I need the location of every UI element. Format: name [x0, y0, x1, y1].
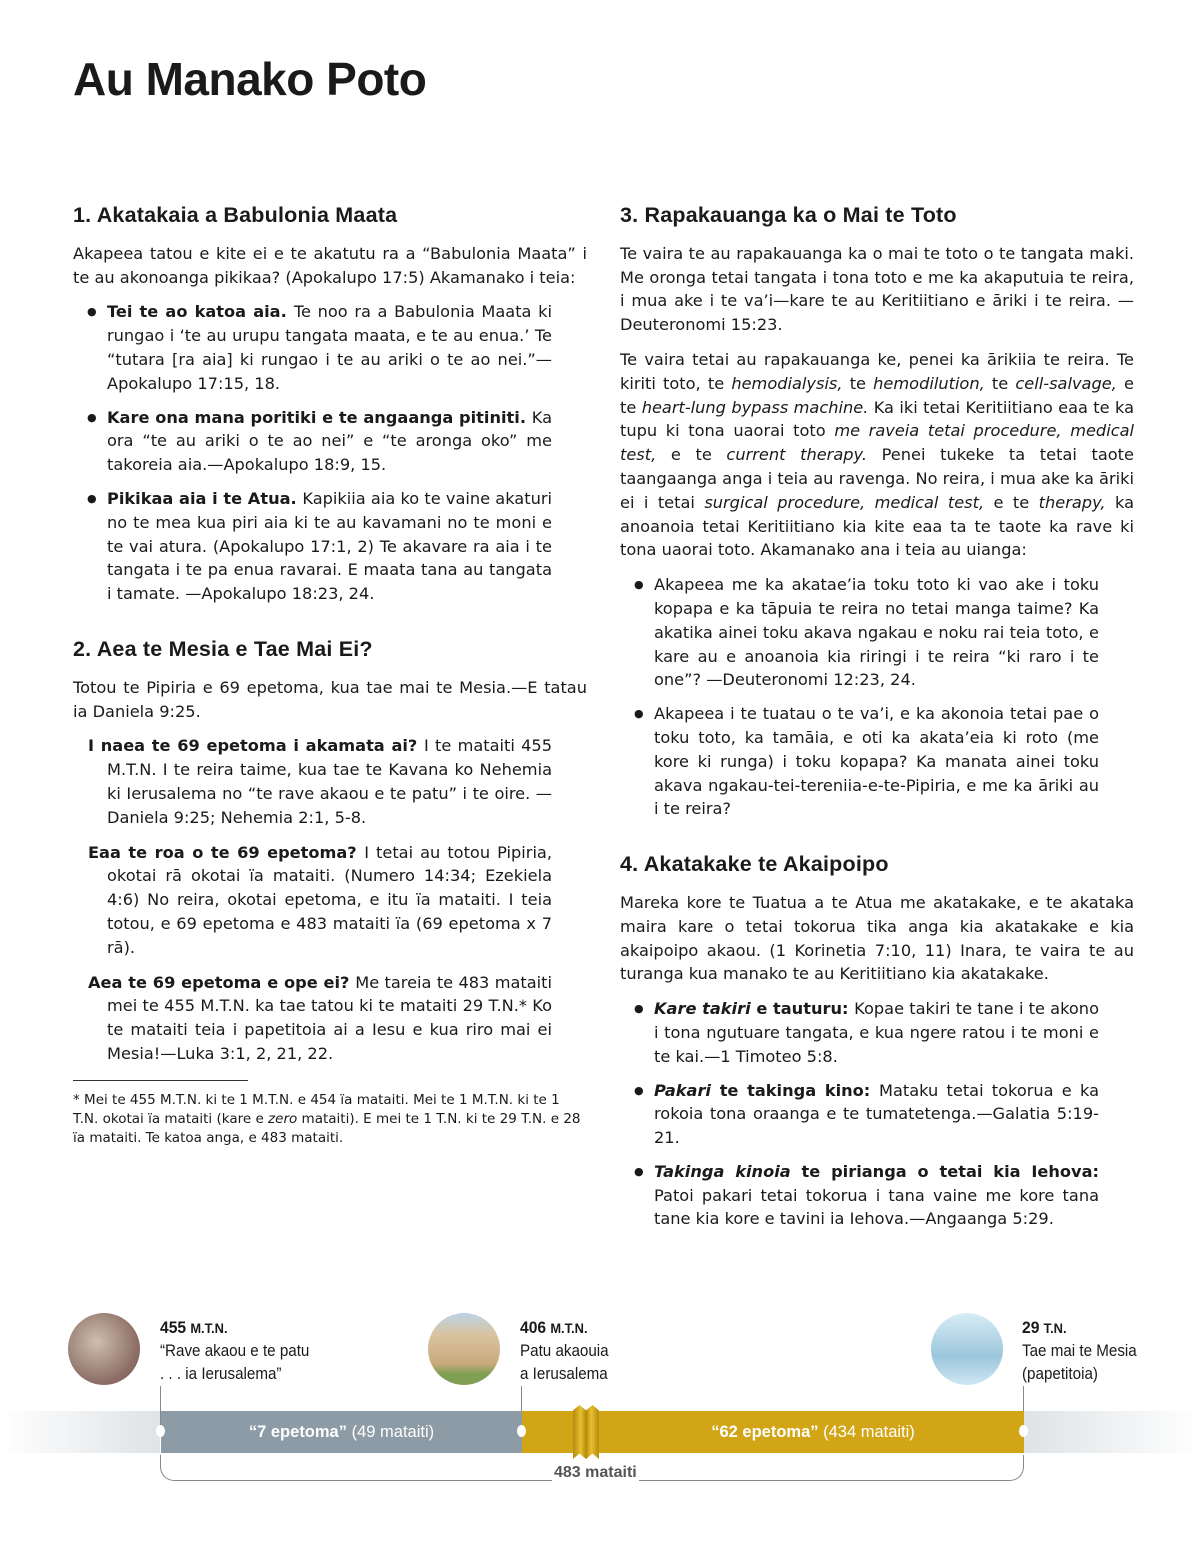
- event-era: M.T.N.: [190, 1320, 228, 1336]
- section-1-heading: 1. Akatakaia a Babulonia Maata: [73, 203, 398, 227]
- period-62-weeks: [522, 1411, 1024, 1453]
- text-segment: heart-lung bypass machine.: [641, 397, 869, 417]
- section-3-paragraph: [620, 348, 1134, 562]
- period-7-weeks: [161, 1411, 522, 1453]
- text-segment: therapy,: [1038, 492, 1106, 512]
- section-1-intro: [73, 242, 587, 290]
- period-years: (49 mataiti): [351, 1423, 435, 1441]
- text-segment: Kapikiia aia ko te vaine akaturi no te mea kua piri aia ki te au kavamani no te moni e te vai atura. (Apokalupo 17:1, 2) Te akavare ra aia i te tangata i te pa enua ravarai. E maata tana au tangata i tamate. —Apokalupo 18:23, 24.: [107, 488, 552, 604]
- timeline-marker: [517, 1425, 526, 1437]
- list-item: [87, 300, 552, 395]
- text-segment: Tei te ao katoa aia.: [107, 302, 294, 322]
- event-text: Patu akaouia: [520, 1342, 609, 1360]
- text-segment: Pikikaa aia i te Atua.: [107, 488, 303, 508]
- text-segment: Te vaira te au rapakauanga ka o mai te toto o te tangata maki. Me oronga tetai tangata i tona toto e me ka akaputuia te reira, i mua ake i te va’i—kare te au Keritiitiano e āriki i te reira. —Deuteronomi 15:23.: [620, 243, 1134, 335]
- ruined-city-illustration: [68, 1313, 140, 1385]
- event-text: Tae mai te Mesia: [1022, 1342, 1137, 1360]
- event-text: a Ierusalema: [520, 1365, 608, 1383]
- total-years-label: 483 mataiti: [554, 1464, 637, 1481]
- timeline-event: [1022, 1316, 1137, 1386]
- text-segment: ka anoanoia tetai Keritiitiano kia kite eaa ta te taote ka rave ki tona uaorai toto. Akamanako ana i teia au uianga:: [620, 492, 1135, 560]
- event-date: 455: [160, 1318, 187, 1337]
- section-1-bullets: [87, 300, 587, 606]
- period-label: “7 epetoma”: [248, 1423, 347, 1441]
- section-3-paragraph: [620, 242, 1134, 337]
- event-text: “Rave akaou e te patu: [160, 1342, 310, 1360]
- qa-item: [88, 734, 552, 829]
- event-era: T.N.: [1043, 1320, 1067, 1336]
- page-title: Au Manako Poto: [73, 53, 427, 105]
- text-segment: Kare takiri: [654, 999, 751, 1019]
- list-item: [634, 997, 1099, 1068]
- section-4-bullets: [634, 997, 1134, 1231]
- text-segment: Kopae takiri te tane i te akono i tona ngutuare tangata, e kua ngere ratou i te moni e te kai.—1 Timoteo 5:8.: [654, 999, 1099, 1066]
- text-segment: zero: [268, 1110, 298, 1127]
- text-segment: Totou te Pipiria e 69 epetoma, kua tae mai te Mesia.—E tatau ia Daniela 9:25.: [73, 677, 587, 721]
- time-break-icon: [573, 1405, 599, 1459]
- event-date: 406: [520, 1318, 547, 1337]
- list-item: [634, 1160, 1099, 1231]
- text-segment: e te: [656, 445, 727, 465]
- text-segment: e tauturu:: [750, 999, 855, 1019]
- timeline: [0, 1300, 1200, 1500]
- text-segment: Akapeea tatou e kite ei e te akatutu ra a “Babulonia Maata” i te au akonoanga pikikaa? (Apokalupo 17:5) Akamanako i teia:: [73, 243, 587, 287]
- list-item: [634, 1079, 1099, 1150]
- list-item: [634, 573, 1099, 692]
- section-3-heading: 3. Rapakauanga ka o Mai te Toto: [620, 203, 957, 227]
- event-text: . . . ia Ierusalema”: [160, 1365, 282, 1383]
- section-2-heading: 2. Aea te Mesia e Tae Mai Ei?: [73, 636, 373, 661]
- baptism-illustration: [931, 1313, 1003, 1385]
- timeline-marker: [156, 1425, 165, 1437]
- timeline-marker: [1019, 1425, 1028, 1437]
- section-4-paragraph: [620, 891, 1134, 986]
- text-segment: te takinga kino:: [710, 1080, 879, 1100]
- footnote-divider: [73, 1080, 248, 1081]
- text-segment: Takinga kinoia: [654, 1161, 791, 1181]
- text-segment: te: [984, 373, 1016, 393]
- timeline-event: [160, 1316, 309, 1386]
- event-text: (papetitoia): [1022, 1365, 1098, 1383]
- text-segment: Kare ona mana poritiki e te angaanga pitiniti.: [107, 407, 532, 427]
- right-column: [620, 204, 1134, 1241]
- text-segment: I te mataiti 455 M.T.N. I te reira taime, kua tae te Kavana ko Nehemia ki Ierusalema no “te rave akaou e te patu” i te oire. —Daniela 9:25; Nehemia 2:1, 5-8.: [107, 736, 552, 827]
- text-segment: Mareka kore te Tuatua a te Atua me akatakake, e te akataka maira kare o tetai tokorua tika anga kia akatakake e kia akaipoipo akaou. (1 Korinetia 7:10, 11) Inara, te vaira te au turanga kua manako te au Keritiitiano kia akatakake.: [620, 892, 1134, 984]
- event-date: 29: [1022, 1318, 1040, 1337]
- list-item: [634, 702, 1099, 821]
- text-segment: Akapeea me ka akatae’ia toku toto ki vao ake i toku kopapa e ka tāpuia te reira no tetai manga taime? Ka akatika ainei toku akava ngakau e noku rai teia toto, e kare au e anoanoia kia riringi i te reira “ki raro i te one”? —Deuteronomi 12:23, 24.: [654, 575, 1099, 690]
- text-segment: hemodilution,: [873, 373, 985, 393]
- text-segment: hemodialysis,: [731, 373, 843, 393]
- text-segment: Akapeea i te tuatau o te va’i, e ka akonoia tetai pae o toku toto, ka tamāia, e oti ka akata’eia ki roto (me kore ki runga) i toku kopapa? Ka manata ainei toku akava ngakau-tei-tereniia-e-te-Pipiria, e me ka āriki au i te reira?: [654, 704, 1099, 819]
- text-segment: surgical procedure, medical test,: [704, 492, 985, 512]
- text-segment: current therapy.: [726, 445, 867, 465]
- text-segment: Te noo ra a Babulonia Maata ki rungao i ‘te au urupu tangata maata, e te au enua.’ Te “tutara [ra aia] ki rungao i te au ariki o te ao nei.”—Apokalupo 17:15, 18.: [107, 302, 552, 393]
- timeline-fade-right: [1024, 1411, 1200, 1453]
- text-segment: Penei tukeke ta tetai taote taangaanga anga i teia au ravenga. No reira, i mua ake ka āriki ei i tetai: [620, 445, 1134, 512]
- event-era: M.T.N.: [550, 1320, 588, 1336]
- text-segment: cell-salvage,: [1015, 373, 1117, 393]
- rebuilt-wall-illustration: [428, 1313, 500, 1385]
- text-segment: mataiti). E mei te 1 T.N. ki te 29 T.N. e 28 ïa mataiti. Te katoa anga, e 483 mataiti.: [73, 1110, 581, 1146]
- text-segment: Eaa te roa o te 69 epetoma?: [88, 842, 365, 862]
- text-segment: I naea te 69 epetoma i akamata ai?: [88, 736, 425, 756]
- left-column: [73, 204, 587, 1159]
- timeline-event: [520, 1316, 609, 1386]
- list-item: [87, 487, 552, 606]
- text-segment: me raveia tetai procedure, medical test,: [620, 421, 1135, 465]
- text-segment: * Mei te 455 M.T.N. ki te 1 M.T.N. e 454 ïa mataiti. Mei te 1 M.T.N. ki te 1 T.N. okotai ïa mataiti (kare e: [73, 1091, 560, 1127]
- text-segment: te pirianga o tetai kia Iehova:: [790, 1161, 1099, 1181]
- qa-item: [88, 841, 552, 960]
- text-segment: I tetai au totou Pipiria, okotai rā okotai ïa mataiti. (Numero 14:34; Ezekiela 4:6) No reira, okotai epetoma, e itu ïa mataiti. I teia totou, e 69 epetoma e 483 mataiti ïa (69 epetoma x 7 rā).: [107, 842, 553, 957]
- text-segment: Mataku tetai tokorua e ka rokoia tona oraanga e te tumatetenga.—Galatia 5:19-21.: [654, 1080, 1099, 1148]
- period-years: (434 mataiti): [823, 1423, 915, 1441]
- section-2-intro: [73, 676, 587, 724]
- text-segment: Aea te 69 epetoma e ope ei?: [88, 972, 356, 992]
- qa-item: [88, 971, 552, 1066]
- timeline-fade-left: [0, 1411, 160, 1453]
- text-segment: Me tareia te 483 mataiti mei te 455 M.T.N. ka tae tatou ki te mataiti 29 T.N.* Ko te mataiti teia i papetitoia ai a Iesu e kua riro mai ei Mesia!—Luka 3:1, 2, 21, 22.: [107, 972, 552, 1063]
- section-4-heading: 4. Akatakake te Akaipoipo: [620, 852, 889, 877]
- text-segment: te: [842, 373, 874, 393]
- list-item: [87, 406, 552, 477]
- period-label: “62 epetoma”: [711, 1423, 819, 1441]
- text-segment: e te: [620, 373, 1134, 417]
- text-segment: Ka iki tetai Keritiitiano eaa te ka tupu ki tona uaorai toto: [620, 397, 1134, 441]
- text-segment: Te vaira tetai au rapakauanga ke, penei ka ārikiia te reira. Te kiriti toto, te: [620, 349, 1134, 393]
- text-segment: Ka ora “te au ariki o te ao nei” e “te aronga oko” me takoreia aia.—Apokalupo 18:9, 15.: [107, 407, 552, 475]
- text-segment: Pakari: [654, 1080, 711, 1100]
- text-segment: e te: [984, 492, 1039, 512]
- text-segment: Patoi pakari tetai tokorua i tana vaine me kore tana tane kia kore e tavini ia Iehova.—Angaanga 5:29.: [654, 1185, 1099, 1229]
- section-3-bullets: [634, 573, 1134, 821]
- footnote: [73, 1091, 587, 1148]
